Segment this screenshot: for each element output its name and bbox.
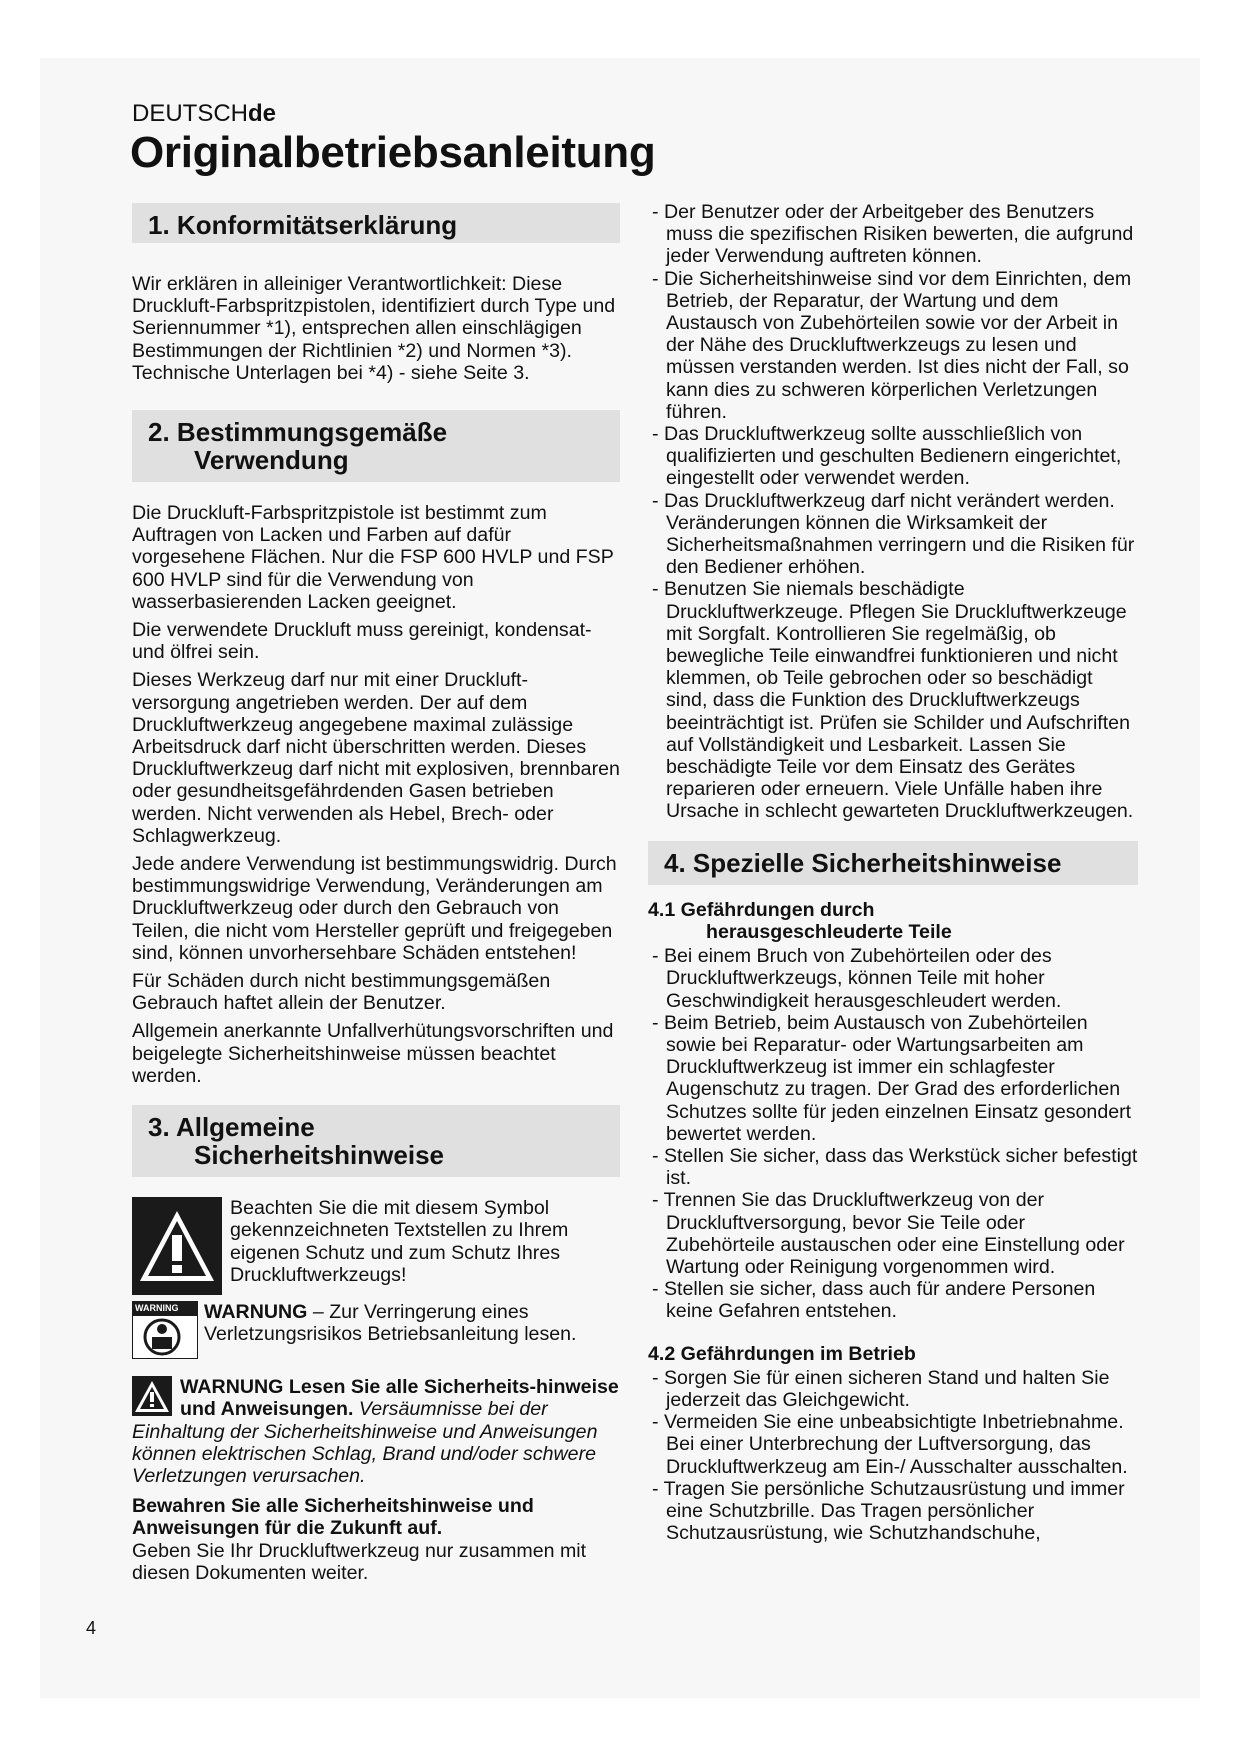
s2-paragraph-3: Dieses Werkzeug darf nur mit einer Druckluft-versorgung angetrieben werden. Der auf dem Druckluftwerkzeug angegebene maximal zulässige Arbeitsdruck darf nicht überschritten werden. Dieses Druckluftwerkzeug darf nicht mit explosiven, brennbaren oder gesundheitsgefährdenden Gasen betrieben werden. Nicht verwenden als Hebel, Brech- oder Schlagwerkzeug. [132,669,620,847]
section-title-line2: Sicherheitshinweise [194,1140,444,1171]
section-title: Konformitätserklärung [176,210,458,240]
section-title-line2: Verwendung [194,445,349,476]
list-item: - Vermeiden Sie eine unbeabsichtigte Inbetriebnahme. Bei einer Unterbrechung der Luftversorgung, das Druckluftwerkzeug am Ein-/ Ausschalter ausschalten. [652,1411,1128,1478]
warning-triangle-small-icon [132,1376,172,1416]
symbol-note-text: Beachten Sie die mit diesem Symbol gekennzeichneten Textstellen zu Ihrem eigenen Schutz und zum Schutz Ihres Druckluftwerkzeugs! [230,1197,569,1286]
section-1-heading [132,203,620,243]
page-title: Originalbetriebsanleitung [130,128,656,177]
list-item: - Sorgen Sie für einen sicheren Stand und halten Sie jederzeit das Gleichgewicht. [652,1366,1110,1411]
warning-text: – Zur Verringerung eines Verletzungsrisikos Betriebsanleitung lesen. [204,1301,577,1346]
keep-instructions-bold: Bewahren Sie alle Sicherheitshinweise und Anweisungen für die Zukunft auf. [132,1495,534,1540]
section-title-line1: Bestimmungsgemäße [176,417,448,448]
section-2-heading [132,410,620,482]
section-title-line1: Allgemeine [175,1112,315,1143]
warning-triangle-icon [132,1197,222,1295]
section-number: 2. [148,417,170,448]
list-item: - Beim Betrieb, beim Austausch von Zubehörteilen sowie bei Reparatur- oder Wartungsarbeiten am Druckluftwerkzeug ist immer ein schlagfester Augenschutz zu tragen. Der Grad des erforderlichen Schutzes sollte für jeden einzelnen Einsatz gesondert bewertet werden. [652,1011,1132,1145]
warning-bold: WARNUNG [204,1301,308,1324]
language-label: DEUTSCHde [132,100,277,127]
s2-paragraph-6: Allgemein anerkannte Unfallverhütungsvorschriften und beigelegte Sicherheitshinweise müssen beachtet werden. [132,1020,614,1087]
list-item: - Das Druckluftwerkzeug sollte ausschließlich von qualifizierten und geschulten Bedienern eingerichtet, eingestellt oder verwendet werden. [652,423,1122,490]
subsection-title-line1: 4.1 Gefährdungen durch [648,898,875,921]
list-item: - Tragen Sie persönliche Schutzausrüstung und immer eine Schutzbrille. Das Tragen persönlicher Schutzausrüstung, wie Schutzhandschuhe, [652,1477,1125,1545]
list-item: - Das Druckluftwerkzeug darf nicht verändert werden. Veränderungen können die Wirksamkeit der Sicherheitsmaßnahmen verringern und die Risiken für den Bediener erhöhen. [652,489,1135,579]
read-manual-icon [132,1301,198,1364]
subsection-4-2-heading: 4.2 Gefährdungen im Betrieb [648,1342,916,1365]
warning-tag-label: WARNING [132,1301,198,1315]
keep-instructions-text: Geben Sie Ihr Druckluftwerkzeug nur zusammen mit diesen Dokumenten weiter. [132,1539,587,1584]
list-item: - Der Benutzer oder der Arbeitgeber des Benutzers muss die spezifischen Risiken bewerten, die aufgrund jeder Verwendung auftreten können. [652,201,1134,268]
list-item: - Die Sicherheitshinweise sind vor dem Einrichten, dem Betrieb, der Reparatur, der Wartung und dem Austausch von Zubehörteilen sowie vor der Arbeit in der Nähe des Druckluftwerkzeugs zu lesen und müssen verstanden werden. Ist dies nicht der Fall, so kann dies zu schweren körperlichen Verletzungen führen. [652,267,1132,423]
section-4-heading [648,841,1138,885]
right-column [648,201,1138,1544]
s2-paragraph-4: Jede andere Verwendung ist bestimmungswidrig. Durch bestimmungswidrige Verwendung, Veränderungen am Druckluftwerkzeug oder durch den Gebrauch von Teilen, die nicht vom Hersteller geprüft und freigegeben sind, können unvorhersehbare Schäden entstehen! [132,853,617,964]
read-all-warning [132,1376,620,1487]
warning2-italic: Versäumnisse bei der Einhaltung der Sicherheitshinweise und Anweisungen können elektrischen Schlag, Brand und/oder schwere Verletzungen verursachen. [132,1398,598,1487]
read-manual-warning [132,1301,620,1364]
manual-reader-icon [132,1315,198,1359]
list-item: - Trennen Sie das Druckluftwerkzeug von der Druckluftversorgung, bevor Sie Teile oder Zubehörteile austauschen oder eine Einstellung oder Wartung oder Reinigung vorgenommen wird. [652,1189,1125,1278]
list-item: - Benutzen Sie niemals beschädigte Druckluftwerkzeuge. Pflegen Sie Druckluftwerkzeuge mit Sorgfalt. Kontrollieren Sie regelmäßig, ob bewegliche Teile einwandfrei funktionieren und nicht klemmen, ob Teile gebrochen oder so beschädigt sind, dass die Funktion des Druckluftwerkzeugs beeinträchtigt ist. Prüfen sie Schilder und Aufschriften auf Vollständigkeit und Lesbarkeit. Lassen Sie beschädigte Teile vor dem Einsatz des Gerätes reparieren oder erneuern. Viele Unfälle haben ihre Ursache in schlecht gewarteten Druckluftwerkzeugen. [652,578,1134,823]
section-number: 3. [148,1112,170,1143]
section-title: Spezielle Sicherheitshinweise [692,847,1062,878]
warning2-bold: WARNUNG Lesen Sie alle Sicherheits-hinweise und Anweisungen. [180,1376,619,1421]
section-number: 4. [664,847,686,878]
list-item: - Stellen Sie sicher, dass das Werkstück sicher befestigt ist. [652,1144,1138,1190]
section-number: 1. [148,210,170,240]
s2-paragraph-5: Für Schäden durch nicht bestimmungsgemäßen Gebrauch haftet allein der Benutzer. [132,970,551,1015]
symbol-note [132,1197,620,1295]
section-3-heading [132,1105,620,1177]
page-number: 4 [86,1618,97,1638]
list-item: - Stellen sie sicher, dass auch für andere Personen keine Gefahren entstehen. [652,1278,1096,1323]
s1-body: Wir erklären in alleiniger Verantwortlichkeit: Diese Druckluft-Farbspritzpistolen, identifiziert durch Type und Seriennummer *1), entsprechen allen einschlägigen Bestimmungen der Richtlinien *2) und Normen *3). Technische Unterlagen bei *4) - siehe Seite 3. [132,273,616,384]
left-column [132,203,620,1590]
list-item: - Bei einem Bruch von Zubehörteilen oder des Druckluftwerkzeugs, können Teile mit hoher Geschwindigkeit herausgeschleudert werden. [652,945,1062,1012]
s2-paragraph-1: Die Druckluft-Farbspritzpistole ist bestimmt zum Auftragen von Lacken und Farben auf dafür vorgesehene Flächen. Nur die FSP 600 HVLP und FSP 600 HVLP sind für die Verwendung von wasserbasierenden Lacken geeignet. [132,502,614,613]
subsection-4-1-heading [648,899,1138,943]
subsection-title-line2: herausgeschleuderte Teile [706,920,952,943]
s2-paragraph-2: Die verwendete Druckluft muss gereinigt, kondensat- und ölfrei sein. [132,619,592,664]
